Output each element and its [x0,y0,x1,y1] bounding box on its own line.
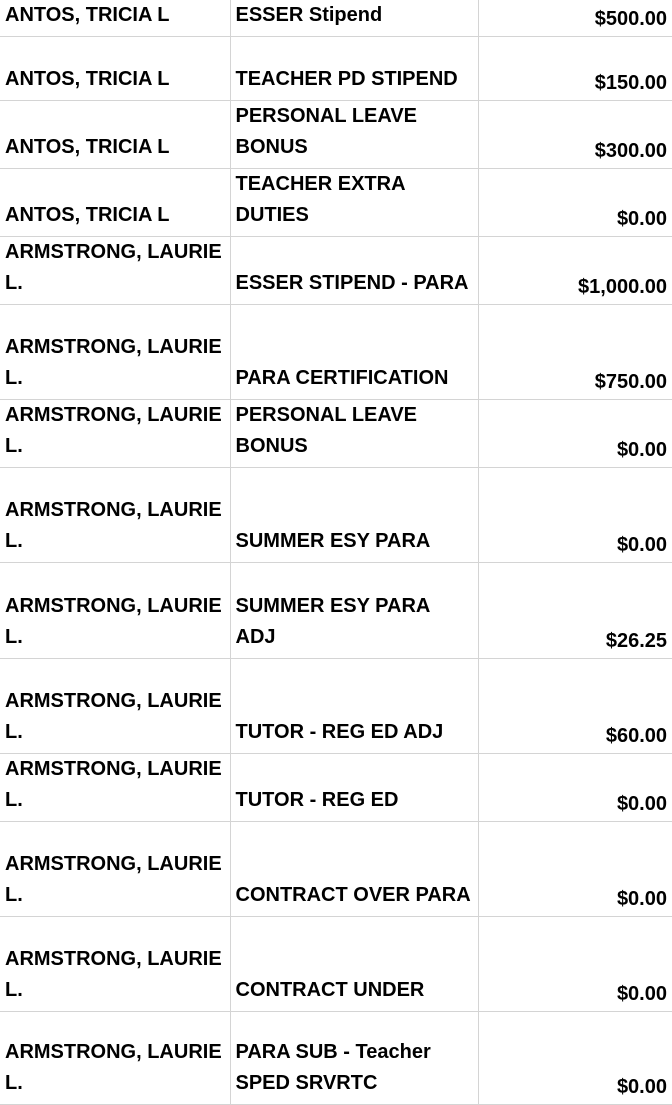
table-row [0,236,672,304]
table-row [0,36,672,100]
table-row [0,916,672,1011]
amount-cell: $0.00 [478,399,672,467]
table-row [0,1011,672,1104]
pay-description-cell: TEACHER EXTRA DUTIES [230,168,478,236]
pay-description-cell: TUTOR - REG ED [230,753,478,821]
table-row [0,821,672,916]
employee-name-cell: ARMSTRONG, LAURIE L. [0,304,230,399]
table-row [0,658,672,753]
amount-cell: $500.00 [478,0,672,36]
employee-name-cell: ARMSTRONG, LAURIE L. [0,399,230,467]
table-row [0,100,672,168]
table-row [0,0,672,36]
pay-description-cell: TUTOR - REG ED ADJ [230,658,478,753]
employee-name-cell: ANTOS, TRICIA L [0,36,230,100]
amount-cell: $300.00 [478,100,672,168]
employee-name-cell: ARMSTRONG, LAURIE L. [0,562,230,658]
table-row [0,399,672,467]
employee-name-cell: ANTOS, TRICIA L [0,0,230,36]
employee-name-cell: ANTOS, TRICIA L [0,100,230,168]
amount-cell: $750.00 [478,304,672,399]
pay-description-cell: ESSER STIPEND - PARA [230,236,478,304]
pay-description-cell: ESSER Stipend [230,0,478,36]
employee-name-cell: ARMSTRONG, LAURIE L. [0,753,230,821]
table-row [0,562,672,658]
amount-cell: $0.00 [478,753,672,821]
amount-cell: $0.00 [478,916,672,1011]
pay-description-cell: CONTRACT UNDER [230,916,478,1011]
amount-cell: $0.00 [478,1011,672,1104]
table-row [0,753,672,821]
pay-description-cell: PERSONAL LEAVE BONUS [230,100,478,168]
employee-name-cell: ARMSTRONG, LAURIE L. [0,821,230,916]
table-row [0,168,672,236]
employee-name-cell: ANTOS, TRICIA L [0,168,230,236]
employee-name-cell: ARMSTRONG, LAURIE L. [0,236,230,304]
pay-description-cell: PARA SUB - Teacher SPED SRVRTC [230,1011,478,1104]
amount-cell: $1,000.00 [478,236,672,304]
amount-cell: $0.00 [478,467,672,562]
employee-name-cell: ARMSTRONG, LAURIE L. [0,467,230,562]
amount-cell: $0.00 [478,821,672,916]
amount-cell: $0.00 [478,168,672,236]
amount-cell: $150.00 [478,36,672,100]
pay-description-cell: TEACHER PD STIPEND [230,36,478,100]
pay-description-cell: PERSONAL LEAVE BONUS [230,399,478,467]
employee-name-cell: ARMSTRONG, LAURIE L. [0,916,230,1011]
table-row [0,467,672,562]
pay-description-cell: CONTRACT OVER PARA [230,821,478,916]
amount-cell: $60.00 [478,658,672,753]
employee-name-cell: ARMSTRONG, LAURIE L. [0,658,230,753]
employee-name-cell: ARMSTRONG, LAURIE L. [0,1011,230,1104]
pay-description-cell: SUMMER ESY PARA [230,467,478,562]
pay-description-cell: PARA CERTIFICATION [230,304,478,399]
table-row [0,304,672,399]
pay-description-cell: SUMMER ESY PARA ADJ [230,562,478,658]
amount-cell: $26.25 [478,562,672,658]
